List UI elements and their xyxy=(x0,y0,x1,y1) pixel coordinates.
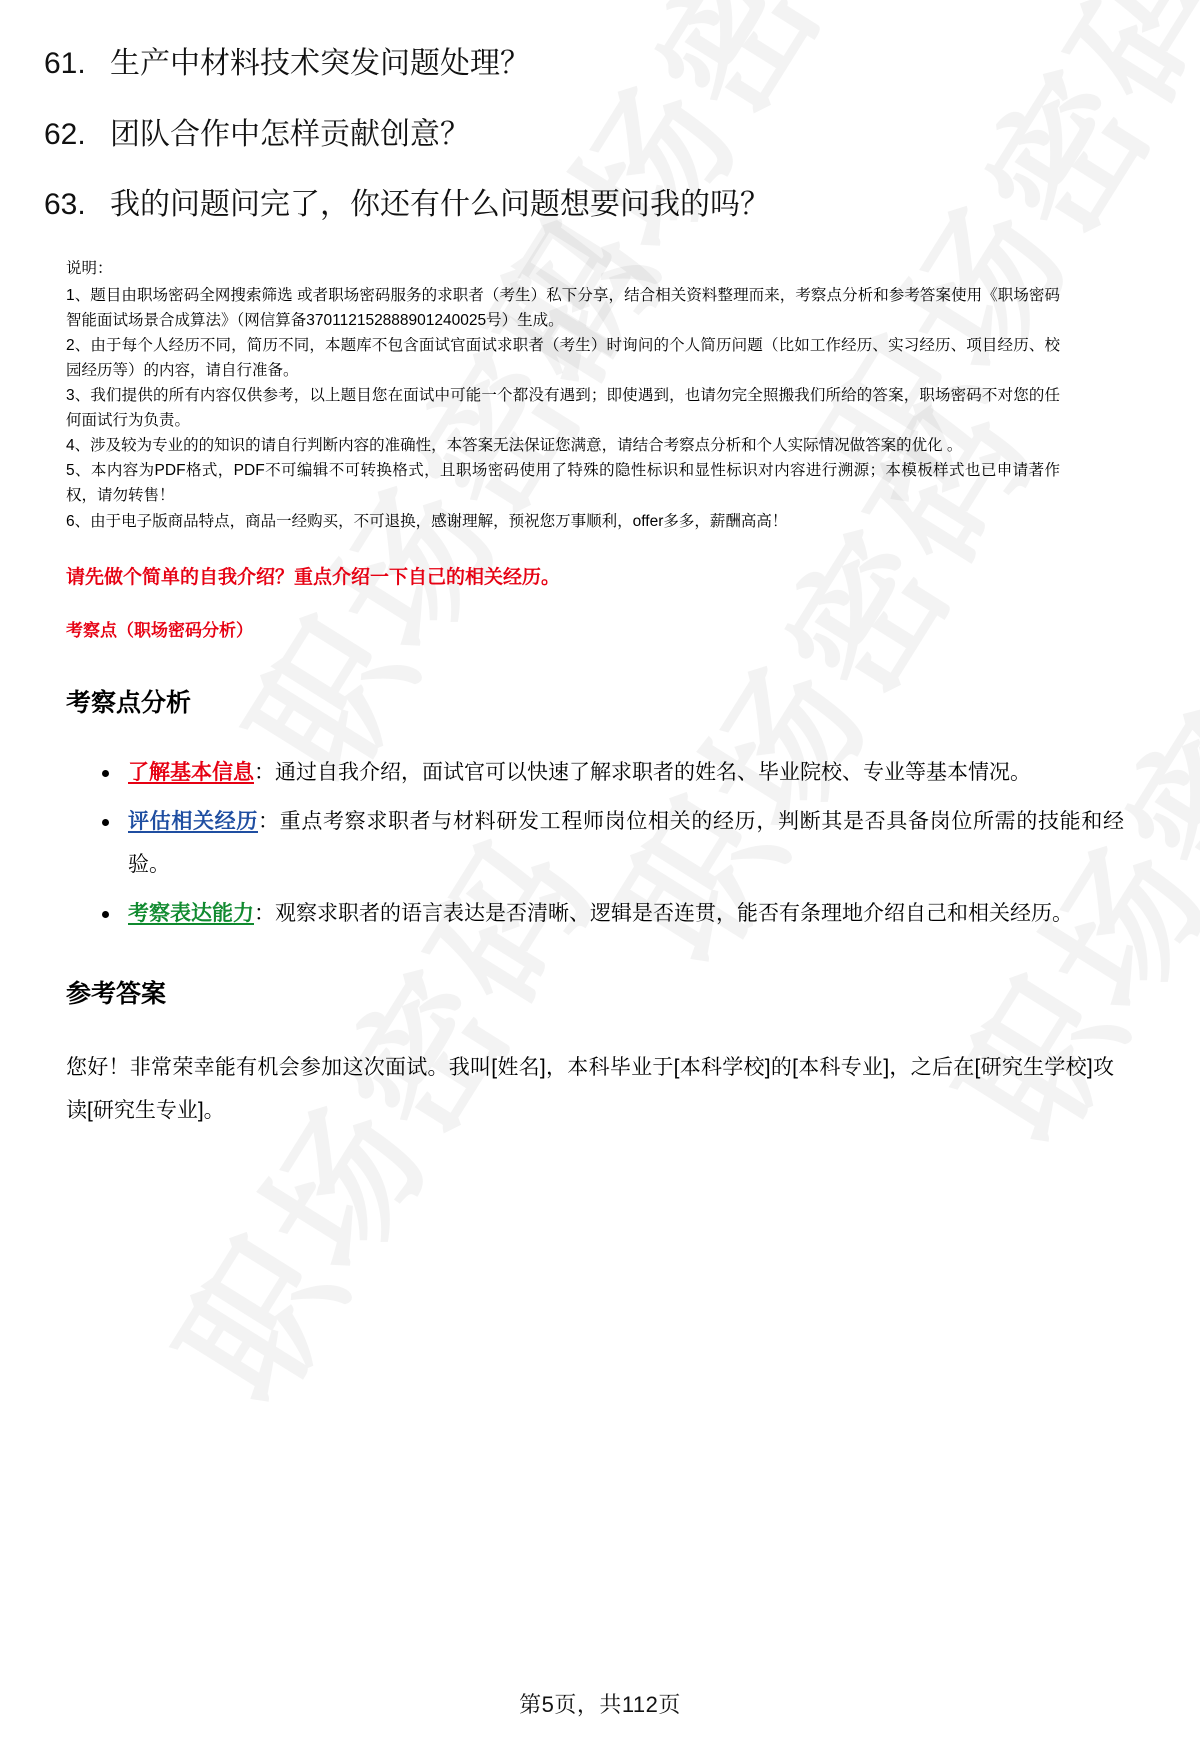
analysis-body: ：观察求职者的语言表达是否清晰、逻辑是否连贯，能否有条理地介绍自己和相关经历。 xyxy=(254,901,1073,925)
note-line: 6、由于电子版商品特点，商品一经购买，不可退换，感谢理解，预祝您万事顺利，offer多多，薪酬高高！ xyxy=(66,512,788,530)
list-item xyxy=(128,892,1124,935)
notes-title: 说明： xyxy=(66,259,113,277)
analysis-keyword: 考察表达能力 xyxy=(128,901,254,925)
analysis-body: ：重点考察求职者与材料研发工程师岗位相关的经历，判断其是否具备岗位所需的技能和经验。 xyxy=(128,809,1124,876)
list-item xyxy=(128,751,1124,794)
analysis-keyword: 评估相关经历 xyxy=(128,809,258,833)
question-list xyxy=(0,44,1200,226)
question-number: 61. xyxy=(44,47,86,80)
question-number: 62. xyxy=(44,117,86,151)
reference-answer-heading: 参考答案 xyxy=(66,979,167,1008)
question-text: 我的问题问完了，你还有什么问题想要问我的吗？ xyxy=(110,188,770,221)
analysis-keyword: 了解基本信息 xyxy=(128,760,254,784)
question-item xyxy=(0,115,1200,156)
prompt-heading: 请先做个简单的自我介绍？重点介绍一下自己的相关经历。 xyxy=(66,566,561,588)
note-line: 1、题目由职场密码全网搜索筛选 或者职场密码服务的求职者（考生）私下分享，结合相关资料整理而来，考察点分析和参考答案使用《职场密码智能面试场景合成算法》（网信算备370112152888901240025号）生成。 xyxy=(66,286,1060,329)
page-footer: 第5页，共112页 xyxy=(519,1692,681,1717)
reference-answer-text: 您好！非常荣幸能有机会参加这次面试。我叫[姓名]，本科毕业于[本科学校]的[本科专业]，之后在[研究生学校]攻读[研究生专业]。 xyxy=(66,1055,1114,1122)
question-text: 生产中材料技术突发问题处理？ xyxy=(110,47,530,80)
question-item xyxy=(0,185,1200,226)
notes-section xyxy=(0,256,1200,534)
list-item xyxy=(128,800,1124,886)
note-line: 2、由于每个人经历不同，简历不同，本题库不包含面试官面试求职者（考生）时询问的个人简历问题（比如工作经历、实习经历、项目经历、校园经历等）的内容，请自行准备。 xyxy=(66,336,1060,379)
question-text: 团队合作中怎样贡献创意？ xyxy=(110,117,470,151)
reference-answer-section xyxy=(0,1046,1200,1132)
analysis-heading: 考察点分析 xyxy=(66,688,192,717)
analysis-bullet-list xyxy=(0,751,1200,935)
question-number: 63. xyxy=(44,188,86,221)
question-section xyxy=(0,0,1200,226)
note-line: 4、涉及较为专业的的知识的请自行判断内容的准确性，本答案无法保证您满意，请结合考察点分析和个人实际情况做答案的优化 。 xyxy=(66,437,963,455)
question-item xyxy=(0,44,1200,85)
analysis-body: ：通过自我介绍，面试官可以快速了解求职者的姓名、毕业院校、专业等基本情况。 xyxy=(254,760,1031,784)
note-line: 5、本内容为PDF格式，PDF不可编辑不可转换格式，且职场密码使用了特殊的隐性标识和显性标识对内容进行溯源；本模板样式也已申请著作权，请勿转售！ xyxy=(66,462,1060,505)
note-line: 3、我们提供的所有内容仅供参考，以上题目您在面试中可能一个都没有遇到；即使遇到，也请勿完全照搬我们所给的答案，职场密码不对您的任何面试行为负责。 xyxy=(66,387,1060,430)
inspection-subheading: 考察点（职场密码分析） xyxy=(66,621,253,641)
